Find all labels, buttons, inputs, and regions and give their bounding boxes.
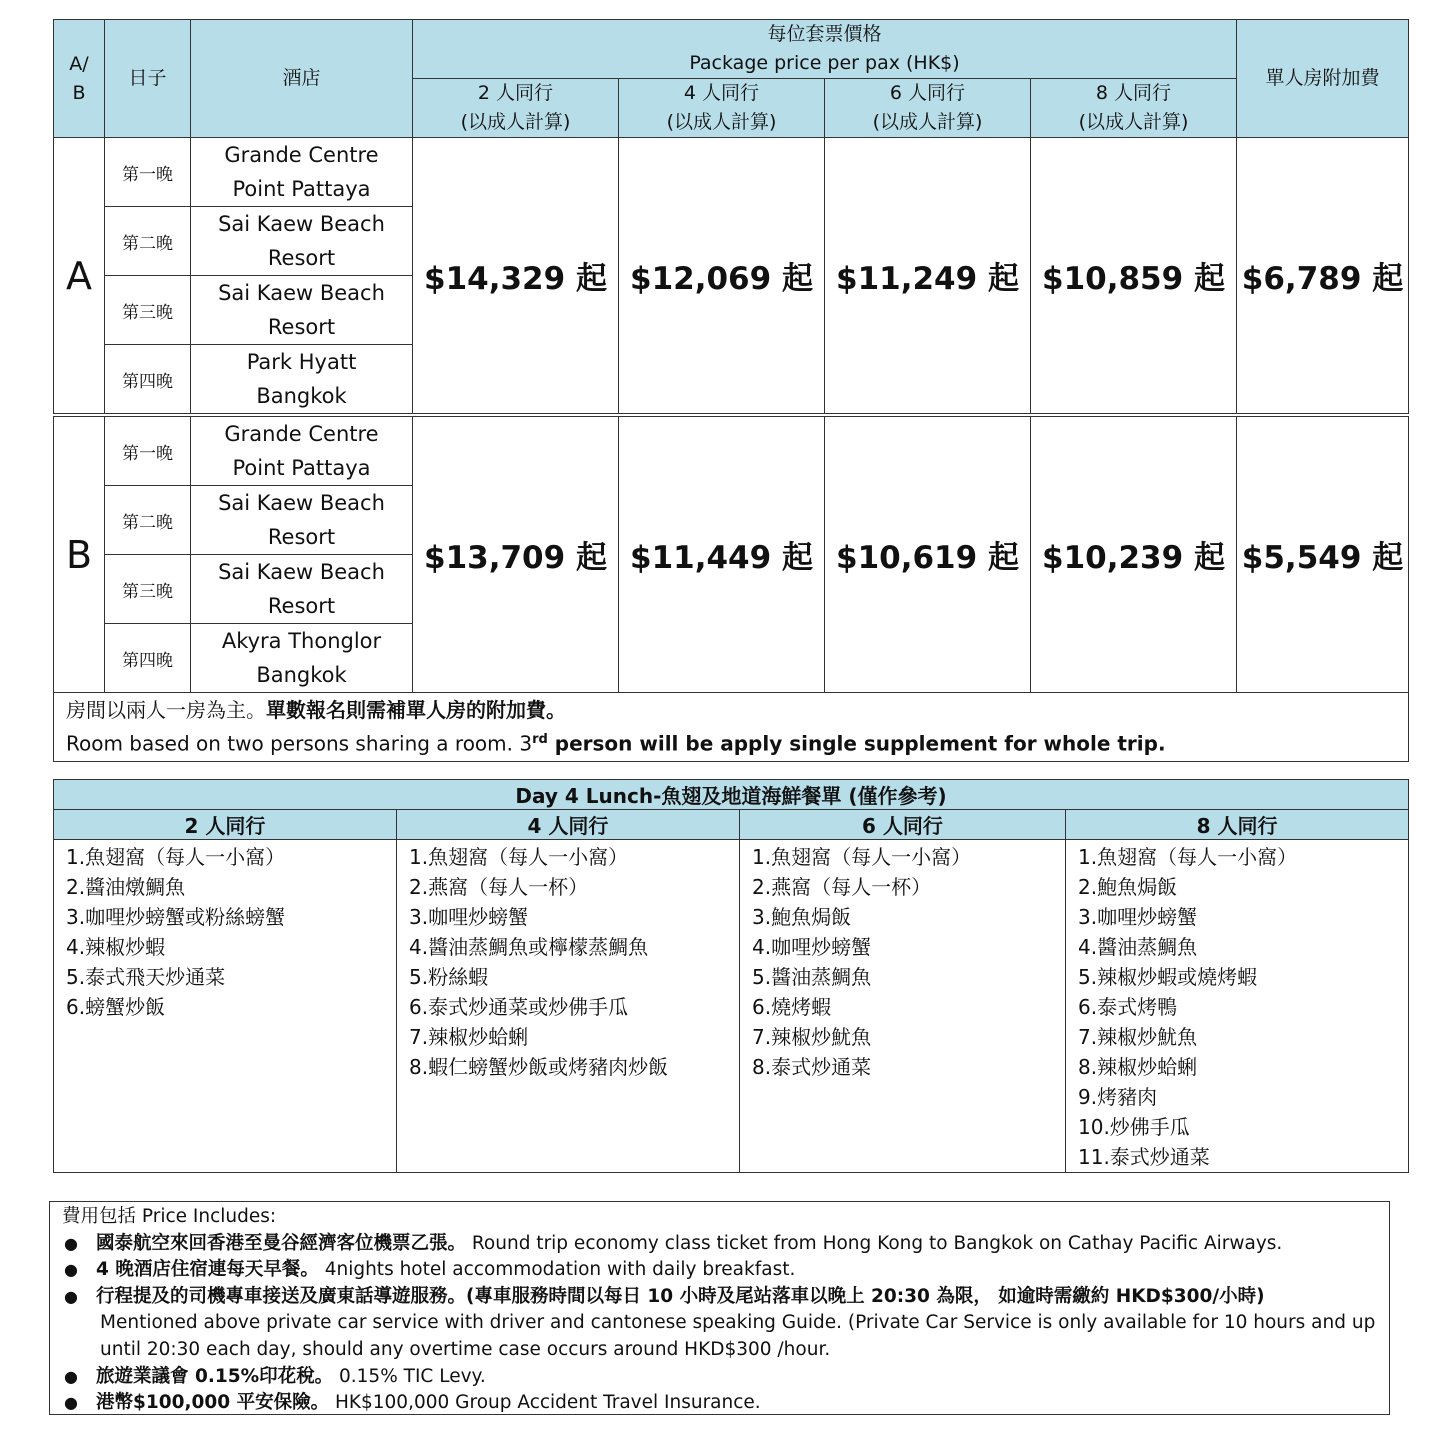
day-header: 日子: [105, 20, 191, 138]
menu-item: 7.辣椒炒魷魚: [1078, 1025, 1198, 1049]
pax-header: 4 人同行 (以成人計算): [619, 79, 825, 138]
list-item: ● 旅遊業議會 0.15%印花稅。 0.15% TIC Levy.: [62, 1364, 1379, 1391]
menu-title: Day 4 Lunch-魚翅及地道海鮮餐單 (僅作參考): [54, 780, 1409, 810]
menu-item: 11.泰式炒通菜: [1078, 1145, 1210, 1169]
package-price: $11,249 起: [825, 138, 1031, 416]
menu-list: [1066, 840, 1409, 1173]
menu-item: 5.粉絲蝦: [409, 965, 489, 989]
bullet-icon: ●: [64, 1260, 78, 1280]
menu-item: 8.泰式炒通菜: [752, 1055, 872, 1079]
package-price: $12,069 起: [619, 138, 825, 416]
night-label: 第一晚: [105, 415, 191, 486]
menu-item: 1.魚翅窩（每人一小窩）: [752, 845, 972, 869]
package-price: $13,709 起: [413, 415, 619, 693]
menu-item: 1.魚翅窩（每人一小窩）: [1078, 845, 1298, 869]
single-supplement-price: $5,549 起: [1237, 415, 1409, 693]
menu-item: 8.蝦仁螃蟹炒飯或烤豬肉炒飯: [409, 1055, 669, 1079]
bullet-icon: ●: [64, 1366, 78, 1386]
lunch-menu-table: [53, 779, 1409, 1173]
package-row: [54, 138, 1409, 207]
price-group-title-zh: 每位套票價格: [767, 23, 882, 45]
night-label: 第三晚: [105, 276, 191, 345]
hotel-name: Grande Centre Point Pattaya: [191, 415, 413, 486]
package-header: A/ B: [54, 20, 105, 138]
list-item: ● 行程提及的司機專車接送及廣東話導遊服務。(專車服務時間以每日 10 小時及尾站落車以晚上 20:30 為限， 如逾時需繳約 HKD$300/小時) Mentioned above private car service with driver and cantonese speaking Guide. (Private Car Service is only available for 10 hours and up until 20:30 each day, should any overtime case occurs around HKD$300 /hour.: [64, 1285, 1376, 1360]
package-label: B: [54, 415, 105, 693]
hotel-name: Sai Kaew Beach Resort: [191, 207, 413, 276]
room-sharing-note: 房間以兩人一房為主。單數報名則需補單人房的附加費。 Room based on two persons sharing a room. 3rd person will be apply single supplement for whole trip.: [54, 693, 1409, 762]
pax-header: 8 人同行 (以成人計算): [1031, 79, 1237, 138]
menu-item: 7.辣椒炒蛤蜊: [409, 1025, 529, 1049]
menu-item: 6.泰式炒通菜或炒佛手瓜: [409, 995, 629, 1019]
menu-item: 6.螃蟹炒飯: [66, 995, 166, 1019]
menu-item: 2.醬油燉鯛魚: [66, 875, 186, 899]
menu-list: [397, 840, 740, 1173]
hotel-name: Sai Kaew Beach Resort: [191, 276, 413, 345]
night-label: 第二晚: [105, 207, 191, 276]
menu-item: 2.燕窩（每人一杯）: [752, 875, 932, 899]
night-label: 第三晚: [105, 555, 191, 624]
menu-column-header: 8 人同行: [1066, 810, 1409, 840]
menu-item: 2.燕窩（每人一杯）: [409, 875, 589, 899]
night-label: 第一晚: [105, 138, 191, 207]
single-supplement-price: $6,789 起: [1237, 138, 1409, 416]
single-supplement-header: 單人房附加費: [1237, 20, 1409, 138]
list-item: ● 4 晚酒店住宿連每天早餐。 4nights hotel accommodation with daily breakfast.: [62, 1257, 1379, 1284]
menu-item: 5.辣椒炒蝦或燒烤蝦: [1078, 965, 1258, 989]
bullet-icon: ●: [64, 1393, 78, 1413]
menu-item: 3.鮑魚焗飯: [752, 905, 852, 929]
package-price: $14,329 起: [413, 138, 619, 416]
hotel-name: Sai Kaew Beach Resort: [191, 555, 413, 624]
menu-list: [740, 840, 1066, 1173]
menu-item: 7.辣椒炒魷魚: [752, 1025, 872, 1049]
list-item: ● 港幣$100,000 平安保險。 HK$100,000 Group Accident Travel Insurance.: [62, 1390, 1379, 1417]
menu-column-header: 2 人同行: [54, 810, 397, 840]
menu-item: 6.燒烤蝦: [752, 995, 832, 1019]
price-includes-title: 費用包括 Price Includes:: [62, 1206, 277, 1227]
pax-header: 6 人同行 (以成人計算): [825, 79, 1031, 138]
night-label: 第四晚: [105, 624, 191, 693]
menu-item: 4.醬油蒸鯛魚或檸檬蒸鯛魚: [409, 935, 649, 959]
menu-item: 6.泰式烤鴨: [1078, 995, 1178, 1019]
hotel-header: 酒店: [191, 20, 413, 138]
menu-item: 8.辣椒炒蛤蜊: [1078, 1055, 1198, 1079]
night-label: 第二晚: [105, 486, 191, 555]
package-price: $11,449 起: [619, 415, 825, 693]
menu-column-header: 4 人同行: [397, 810, 740, 840]
package-price-table: [53, 19, 1409, 762]
package-price: $10,239 起: [1031, 415, 1237, 693]
package-row: [54, 415, 1409, 486]
menu-item: 5.醬油蒸鯛魚: [752, 965, 872, 989]
menu-list: [54, 840, 397, 1173]
list-item: ● 國泰航空來回香港至曼谷經濟客位機票乙張。 Round trip economy class ticket from Hong Kong to Bangkok on Cathay Pacific Airways.: [62, 1231, 1379, 1258]
menu-item: 2.鮑魚焗飯: [1078, 875, 1178, 899]
hotel-name: Park Hyatt Bangkok: [191, 345, 413, 416]
price-group-title-en: Package price per pax (HK$): [689, 52, 960, 74]
menu-column-header: 6 人同行: [740, 810, 1066, 840]
menu-item: 4.咖哩炒螃蟹: [752, 935, 872, 959]
hotel-name: Sai Kaew Beach Resort: [191, 486, 413, 555]
price-includes-box: [49, 1201, 1390, 1415]
price-group-header: [413, 20, 1237, 79]
package-label: A: [54, 138, 105, 416]
menu-item: 1.魚翅窩（每人一小窩）: [66, 845, 286, 869]
pax-header: 2 人同行 (以成人計算): [413, 79, 619, 138]
menu-item: 3.咖哩炒螃蟹或粉絲螃蟹: [66, 905, 286, 929]
package-price: $10,859 起: [1031, 138, 1237, 416]
menu-item: 9.烤豬肉: [1078, 1085, 1158, 1109]
menu-item: 4.醬油蒸鯛魚: [1078, 935, 1198, 959]
menu-item: 1.魚翅窩（每人一小窩）: [409, 845, 629, 869]
menu-item: 4.辣椒炒蝦: [66, 935, 166, 959]
menu-item: 10.炒佛手瓜: [1078, 1115, 1190, 1139]
bullet-icon: ●: [64, 1286, 78, 1306]
hotel-name: Grande Centre Point Pattaya: [191, 138, 413, 207]
menu-item: 3.咖哩炒螃蟹: [1078, 905, 1198, 929]
night-label: 第四晚: [105, 345, 191, 416]
menu-item: 3.咖哩炒螃蟹: [409, 905, 529, 929]
menu-item: 5.泰式飛天炒通菜: [66, 965, 226, 989]
price-includes-list: [62, 1231, 1379, 1417]
hotel-name: Akyra Thonglor Bangkok: [191, 624, 413, 693]
bullet-icon: ●: [64, 1233, 78, 1253]
package-price: $10,619 起: [825, 415, 1031, 693]
